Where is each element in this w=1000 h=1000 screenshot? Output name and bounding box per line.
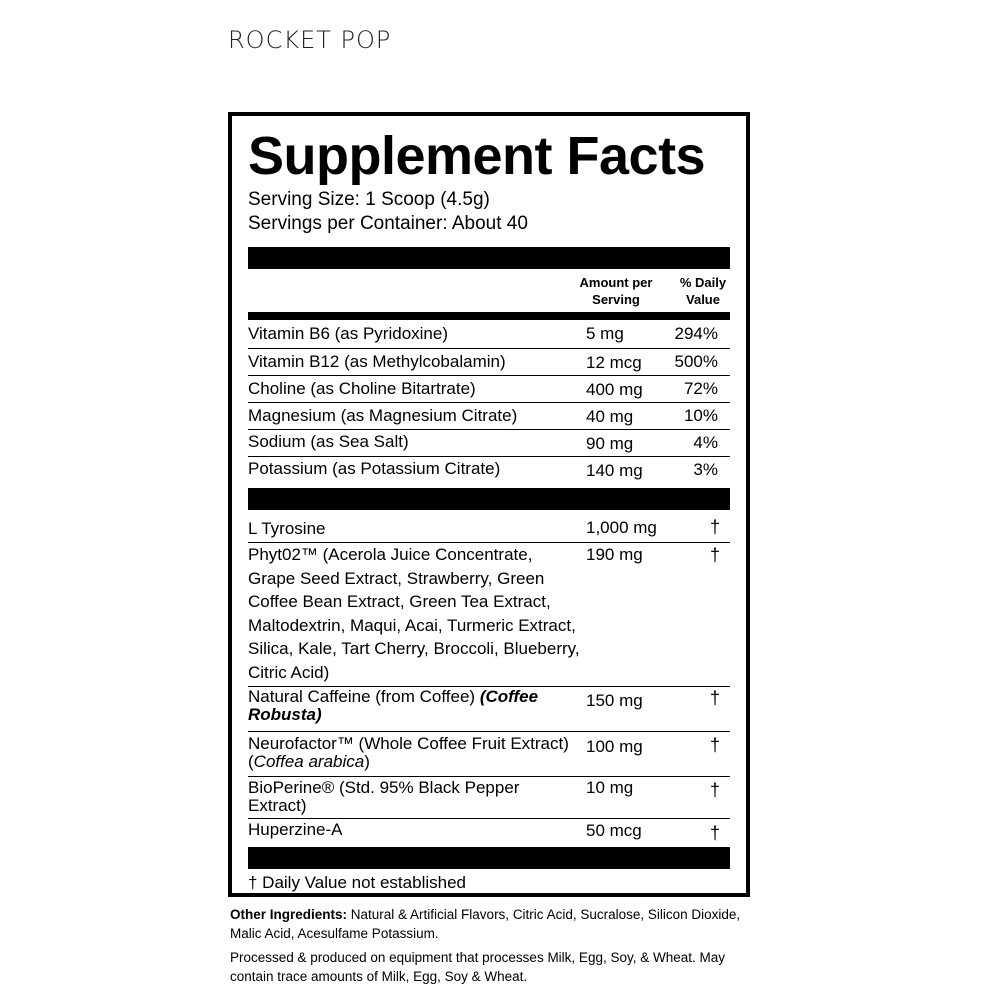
ingredient-amount: 150 mg [586, 691, 643, 710]
ingredient-amount: 10 mg [586, 778, 634, 797]
ingredient-name-italic: (Coffee Robusta) [248, 687, 539, 724]
nutrient-name: Sodium (as Sea Salt) [248, 432, 409, 451]
nutrient-amount: 400 mg [586, 380, 643, 399]
ingredient-row-bioperine [248, 776, 730, 819]
ingredient-name: L Tyrosine [248, 519, 326, 538]
servings-per-container: Servings per Container: About 40 [248, 213, 528, 234]
nutrient-amount: 140 mg [586, 461, 643, 480]
supplement-facts-label [228, 112, 750, 897]
other-ingredients-text: Natural & Artificial Flavors, Citric Acid, Sucralose, Silicon Dioxide, Malic Acid, Acesulfame Potassium. [230, 907, 741, 941]
nutrient-row-vitamin-b12 [248, 348, 730, 375]
nutrient-amount: 5 mg [586, 324, 624, 343]
nutrient-row-sodium [248, 429, 730, 456]
ingredient-dv: † [709, 517, 720, 537]
ingredient-row-natural-caffeine [248, 686, 730, 731]
ingredient-row-phyt02 [248, 542, 730, 685]
ingredient-name [248, 735, 580, 771]
nutrient-name: Magnesium (as Magnesium Citrate) [248, 406, 518, 425]
nutrient-amount: 90 mg [586, 434, 634, 453]
ingredient-amount: 1,000 mg [586, 518, 657, 537]
ingredient-name-italic: Coffea arabica [253, 752, 365, 771]
allergen-statement: Processed & produced on equipment that processes Milk, Egg, Soy, & Wheat. May contain trace amounts of Milk, Egg, Soy & Wheat. [230, 950, 725, 984]
ingredient-dv: † [709, 545, 720, 565]
serving-size: Serving Size: 1 Scoop (4.5g) [248, 189, 490, 210]
nutrient-name: Vitamin B6 (as Pyridoxine) [248, 324, 448, 343]
other-ingredients [230, 905, 750, 943]
medium-divider [248, 312, 730, 320]
ingredient-dv: † [709, 823, 720, 843]
nutrient-row-potassium [248, 456, 730, 485]
nutrient-dv: 4% [693, 433, 718, 452]
ingredient-name: Huperzine-A [248, 820, 343, 839]
facts-title: Supplement Facts [248, 126, 706, 186]
nutrient-row-choline [248, 375, 730, 402]
ingredient-row-huperzine [248, 818, 730, 847]
ingredient-dv: † [709, 780, 720, 800]
thick-divider-ingredients [248, 488, 730, 510]
nutrient-dv: 10% [683, 406, 718, 425]
product-flavor-title: ROCKET POP [228, 26, 392, 54]
nutrient-dv: 500% [674, 352, 718, 371]
ingredient-amount: 50 mcg [586, 821, 642, 840]
thick-divider [248, 247, 730, 269]
daily-value-footnote: † Daily Value not established [248, 873, 466, 892]
nutrient-row-vitamin-b6 [248, 321, 730, 347]
ingredient-row-neurofactor [248, 731, 730, 776]
amount-per-serving-header [566, 274, 666, 308]
nutrient-dv: 3% [693, 460, 718, 479]
amount-header-line1: Amount per [579, 275, 653, 290]
ingredient-row-l-tyrosine [248, 517, 730, 542]
ingredient-name: Phyt02™ (Acerola Juice Concentrate, Grape Seed Extract, Strawberry, Green Coffee Bean Extract, Green Tea Extract, Maltodextrin, Maqui, Acai, Turmeric Extract, Silica, Kale, Tart Cherry, Broccoli, Blueberry, Citric Acid) [248, 545, 580, 682]
nutrient-dv: 294% [674, 324, 718, 343]
ingredient-dv: † [709, 688, 720, 708]
nutrient-row-magnesium [248, 402, 730, 429]
ingredient-name: BioPerine® (Std. 95% Black Pepper Extract) [248, 778, 520, 815]
thick-divider-bottom [248, 847, 730, 869]
other-ingredients-label: Other Ingredients: [230, 907, 348, 922]
ingredient-amount: 100 mg [586, 737, 643, 756]
nutrient-amount: 12 mcg [586, 353, 642, 372]
nutrient-name: Vitamin B12 (as Methylcobalamin) [248, 352, 506, 371]
dv-header-line2: Value [686, 292, 720, 307]
nutrient-amount: 40 mg [586, 407, 634, 426]
dv-header-line1: % Daily [679, 275, 727, 290]
nutrient-dv: 72% [683, 379, 718, 398]
nutrient-name: Choline (as Choline Bitartrate) [248, 379, 476, 398]
ingredient-dv: † [709, 735, 720, 755]
nutrient-name: Potassium (as Potassium Citrate) [248, 459, 501, 478]
ingredient-name-text: Neurofactor™ (Whole Coffee Fruit Extract) ( [248, 734, 569, 771]
amount-header-line2: Serving [592, 292, 640, 307]
ingredient-name-text: Natural Caffeine (from Coffee) [248, 687, 480, 706]
ingredient-name [248, 688, 580, 724]
daily-value-header [672, 274, 734, 308]
ingredient-amount: 190 mg [586, 545, 643, 564]
ingredient-name-end: ) [364, 752, 370, 771]
